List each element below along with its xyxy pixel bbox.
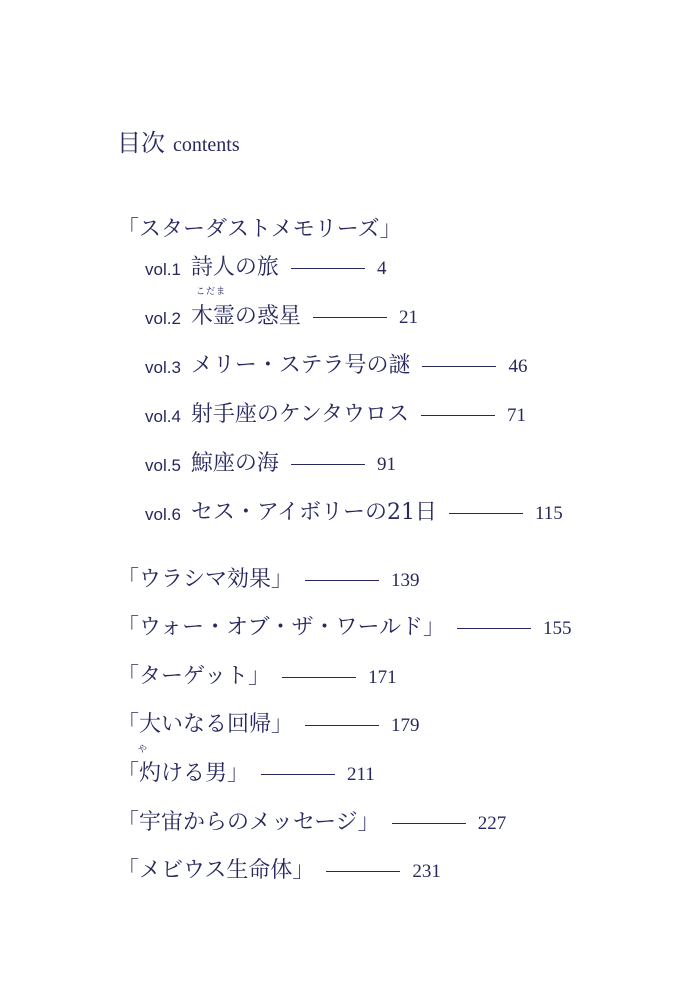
vol-label: vol.6: [145, 505, 181, 524]
story-title: 「ウラシマ効果」: [117, 567, 294, 592]
page-number: 231: [412, 861, 441, 882]
toc-entry-story4[interactable]: [117, 707, 420, 739]
story-title: 「ウォー・オブ・ザ・ワールド」: [117, 615, 446, 640]
leader-line: [457, 628, 531, 629]
heading-en: contents: [173, 134, 240, 156]
page-number: 46: [508, 356, 528, 377]
ruby-text: や: [138, 745, 149, 755]
heading-ja: 目次: [117, 129, 165, 157]
toc-heading: [117, 128, 240, 160]
leader-line: [282, 677, 356, 678]
section-title-row: [117, 212, 402, 244]
story-title: 「大いなる回帰」: [117, 712, 294, 737]
page-number: 155: [543, 618, 572, 639]
ruby-text: こだま: [196, 287, 227, 297]
leader-line: [392, 823, 466, 824]
page-number: 227: [477, 813, 507, 834]
leader-line: [422, 366, 496, 367]
toc-entry-story6[interactable]: [117, 805, 506, 837]
toc-entry-vol4[interactable]: [145, 397, 526, 429]
leader-line: [313, 317, 387, 318]
toc-entry-story3[interactable]: [117, 659, 397, 691]
chapter-title: 詩人の旅: [190, 255, 279, 280]
story-title: 「ターゲット」: [117, 664, 271, 689]
toc-entry-vol6[interactable]: [145, 495, 563, 527]
toc-entry-story7[interactable]: [117, 853, 441, 885]
story-title: 「メビウス生命体」: [117, 858, 315, 883]
section-title: 「スターダストメモリーズ」: [117, 217, 402, 242]
leader-line: [291, 464, 365, 465]
toc-entry-vol2[interactable]: [145, 299, 418, 331]
vol-label: vol.4: [145, 407, 181, 426]
page-number: 179: [391, 715, 420, 736]
leader-line: [421, 415, 495, 416]
story-title: 「灼ける男」: [117, 761, 250, 786]
page-number: 71: [506, 405, 526, 426]
page-number: 171: [368, 667, 397, 688]
chapter-title: 射手座のケンタウロス: [190, 402, 409, 427]
page-number: 211: [347, 764, 375, 785]
leader-line: [449, 513, 523, 514]
leader-line: [291, 268, 365, 269]
page-number: 21: [398, 307, 418, 328]
vol-label: vol.5: [145, 456, 181, 475]
chapter-title: セス・アイボリーの21日: [190, 500, 437, 525]
story-title: 「宇宙からのメッセージ」: [117, 810, 380, 835]
leader-line: [261, 774, 335, 775]
leader-line: [305, 725, 379, 726]
page-number: 91: [376, 454, 396, 475]
toc-entry-story2[interactable]: [117, 610, 572, 642]
page-number: 115: [534, 503, 563, 524]
toc-entry-vol1[interactable]: [145, 250, 386, 282]
vol-label: vol.2: [145, 309, 181, 328]
chapter-title: 木霊の惑星: [190, 304, 301, 329]
toc-entry-story5[interactable]: [117, 756, 375, 788]
page-number: 4: [376, 258, 387, 279]
chapter-title: メリー・ステラ号の謎: [190, 353, 411, 378]
leader-line: [305, 580, 379, 581]
leader-line: [326, 871, 400, 872]
page-number: 139: [391, 570, 420, 591]
toc-entry-vol3[interactable]: [145, 348, 527, 380]
vol-label: vol.1: [145, 260, 181, 279]
toc-entry-story1[interactable]: [117, 562, 420, 594]
chapter-title: 鯨座の海: [190, 451, 279, 476]
vol-label: vol.3: [145, 358, 181, 377]
toc-entry-vol5[interactable]: [145, 446, 396, 478]
